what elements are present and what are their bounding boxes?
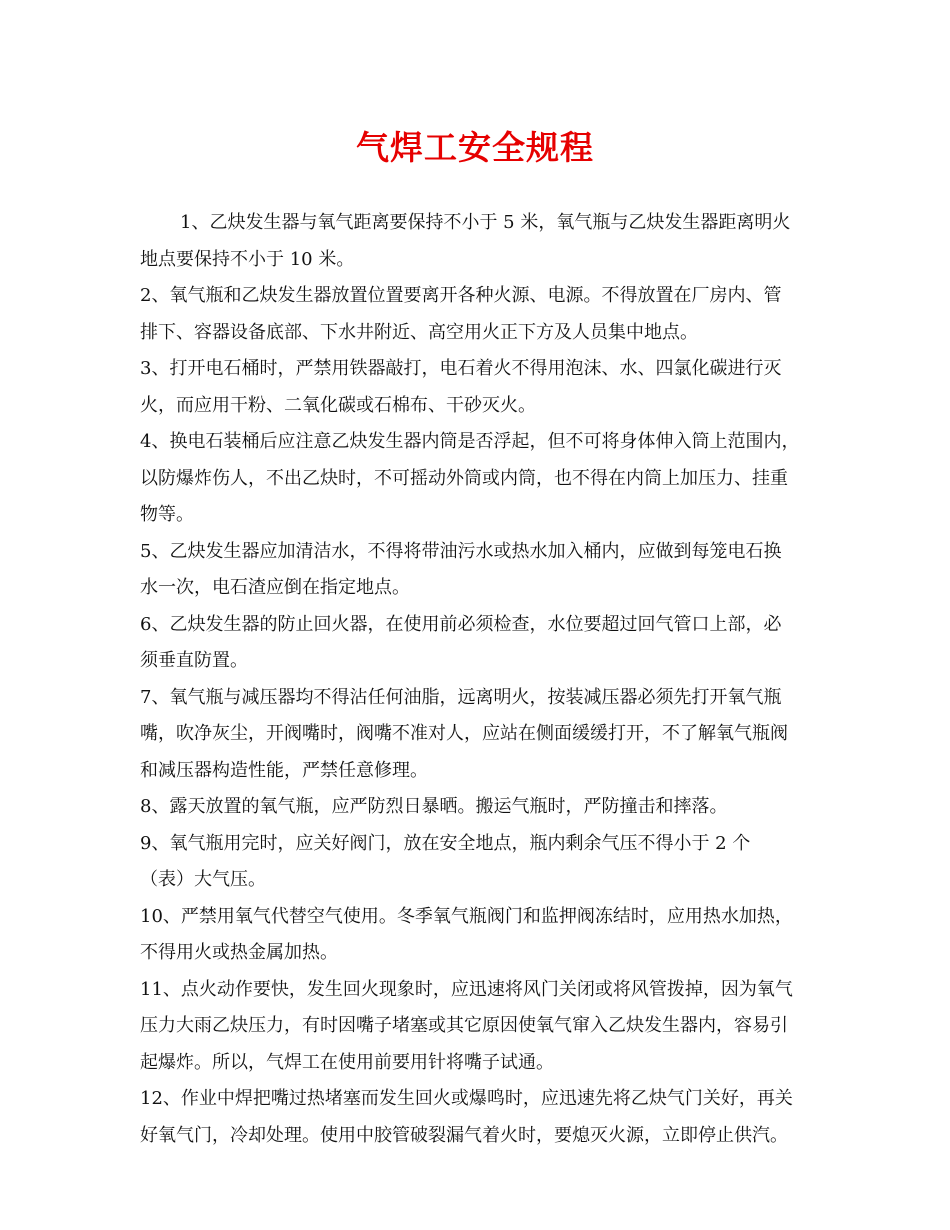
text-line: 9、氧气瓶用完时，应关好阀门，放在安全地点，瓶内剩余气压不得小于 2 个: [140, 832, 751, 854]
text-line: 11、点火动作要快，发生回火现象时，应迅速将风门关闭或将风管拨掉，因为氧气: [140, 978, 793, 1000]
text-line: 水一次，电石渣应倒在指定地点。: [140, 577, 410, 598]
text-line: 8、露天放置的氧气瓶，应严防烈日暴晒。搬运气瓶时，严防撞击和摔落。: [140, 796, 728, 817]
text-line: 火，而应用干粉、二氧化碳或石棉布、干砂灭火。: [140, 394, 536, 416]
text-line: 和减压器构造性能，严禁任意修理。: [140, 759, 428, 781]
text-line: 嘴，吹净灰尘，开阀嘴时，阀嘴不准对人，应站在侧面缓缓打开，不了解氧气瓶阀: [140, 723, 788, 744]
text-line: （表）大气压。: [140, 869, 266, 890]
text-line: 4、换电石装桶后应注意乙炔发生器内筒是否浮起，但不可将身体伸入筒上范围内，: [140, 431, 800, 452]
text-line: 物等。: [140, 504, 194, 525]
text-line: 3、打开电石桶时，严禁用铁器敲打，电石着火不得用泡沫、水、四氯化碳进行灭: [140, 358, 782, 379]
text-line: 不得用火或热金属加热。: [140, 942, 338, 963]
text-line: 排下、容器设备底部、下水井附近、高空用火正下方及人员集中地点。: [140, 321, 698, 343]
text-line: 5、乙炔发生器应加清洁水，不得将带油污水或热水加入桶内，应做到每笼电石换: [140, 540, 782, 562]
document-title: 气焊工安全规程: [356, 128, 594, 167]
text-line: 12、作业中焊把嘴过热堵塞而发生回火或爆鸣时，应迅速先将乙炔气门关好，再关: [140, 1088, 793, 1109]
text-line: 起爆炸。所以，气焊工在使用前要用针将嘴子试通。: [140, 1051, 554, 1073]
document-body: [140, 205, 820, 1154]
text-line: 2、氧气瓶和乙炔发生器放置位置要离开各种火源、电源。不得放置在厂房内、管: [140, 285, 782, 306]
text-line: 7、氧气瓶与减压器均不得沾任何油脂，远离明火，按装减压器必须先打开氧气瓶: [140, 686, 782, 708]
text-line: 压力大雨乙炔压力，有时因嘴子堵塞或其它原因使氧气窜入乙炔发生器内，容易引: [140, 1015, 788, 1036]
text-line: 6、乙炔发生器的防止回火器，在使用前必须检查，水位要超过回气管口上部，必: [140, 613, 782, 635]
text-line: 地点要保持不小于 10 米。: [140, 248, 355, 270]
text-line: 好氧气门，冷却处理。使用中胶管破裂漏气着火时，要熄灭火源，立即停止供汽。: [140, 1124, 788, 1146]
text-line: 10、严禁用氧气代替空气使用。冬季氧气瓶阀门和监押阀冻结时，应用热水加热，: [140, 905, 793, 927]
text-line: 以防爆炸伤人，不出乙炔时，不可摇动外筒或内筒，也不得在内筒上加压力、挂重: [140, 467, 788, 489]
text-line: 须垂直防置。: [140, 650, 248, 671]
text-line: 1、乙炔发生器与氧气距离要保持不小于 5 米，氧气瓶与乙炔发生器距离明火: [180, 212, 791, 233]
